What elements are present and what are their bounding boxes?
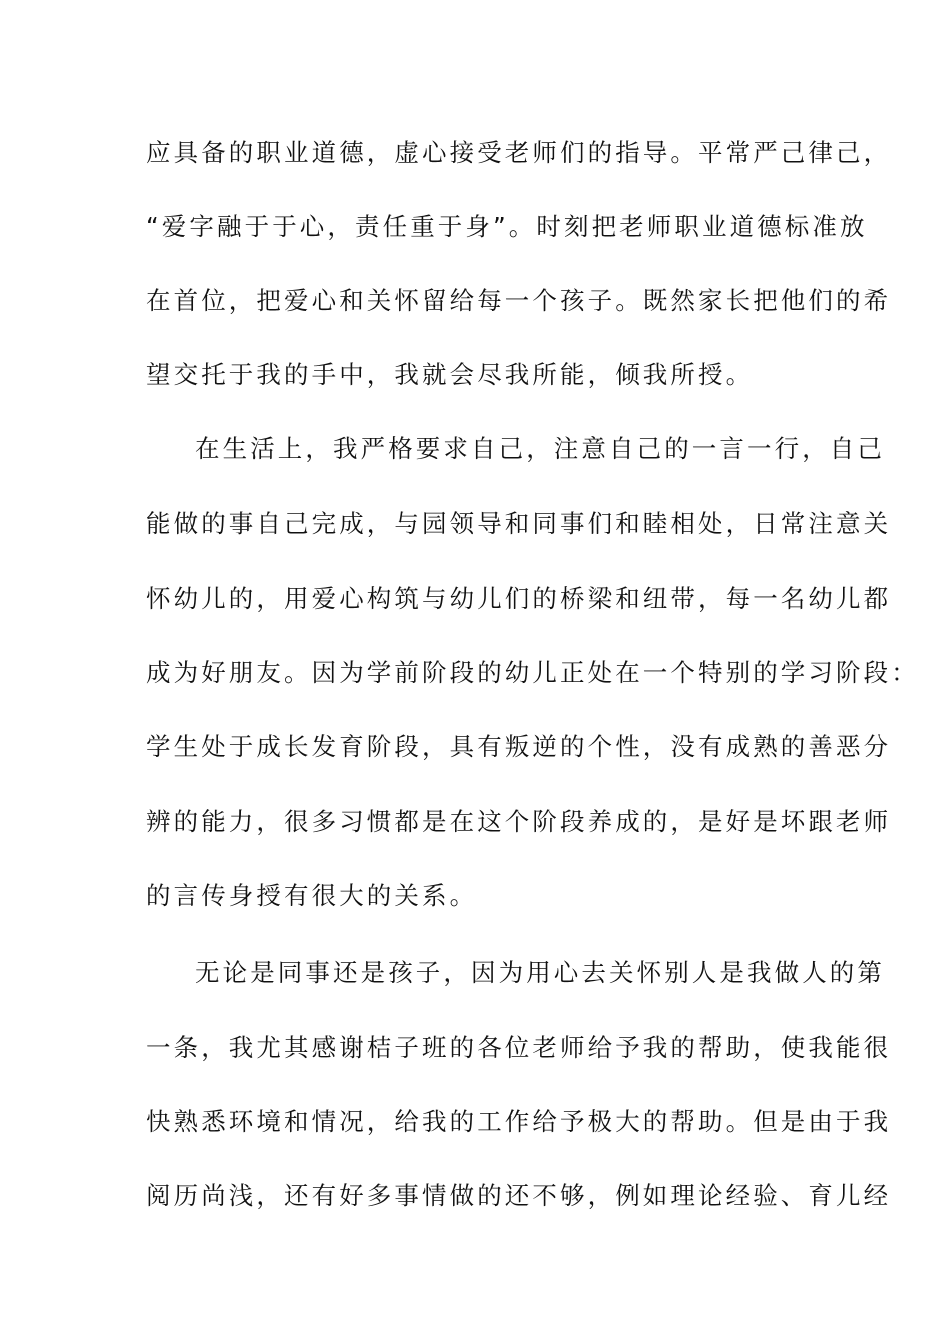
text-line-1: 应具备的职业道德，虚心接受老师们的指导。平常严己律己， [146, 138, 892, 167]
text-line-12: 无论是同事还是孩子，因为用心去关怀别人是我做人的第 [195, 958, 885, 987]
text-line-4: 望交托于我的手中，我就会尽我所能，倾我所授。 [146, 360, 754, 389]
text-line-14: 快熟悉环境和情况，给我的工作给予极大的帮助。但是由于我 [146, 1107, 892, 1136]
text-line-10: 辨的能力，很多习惯都是在这个阶段养成的，是好是坏跟老师 [146, 807, 892, 836]
text-line-5: 在生活上，我严格要求自己，注意自己的一言一行，自己 [195, 434, 885, 463]
text-line-2: “爱字融于于心，责任重于身”。时刻把老师职业道德标准放 [146, 212, 868, 241]
text-line-7: 怀幼儿的，用爱心构筑与幼儿们的桥梁和纽带，每一名幼儿都 [146, 584, 892, 613]
text-line-6: 能做的事自己完成，与园领导和同事们和睦相处，日常注意关 [146, 509, 892, 538]
text-line-11: 的言传身授有很大的关系。 [146, 881, 478, 910]
text-line-9: 学生处于成长发育阶段，具有叛逆的个性，没有成熟的善恶分 [146, 732, 892, 761]
text-line-8: 成为好朋友。因为学前阶段的幼儿正处在一个特别的学习阶段： [146, 658, 919, 687]
text-line-15: 阅历尚浅，还有好多事情做的还不够，例如理论经验、育儿经 [146, 1181, 892, 1210]
text-line-13: 一条，我尤其感谢桔子班的各位老师给予我的帮助，使我能很 [146, 1033, 892, 1062]
text-line-3: 在首位，把爱心和关怀留给每一个孩子。既然家长把他们的希 [146, 286, 892, 315]
